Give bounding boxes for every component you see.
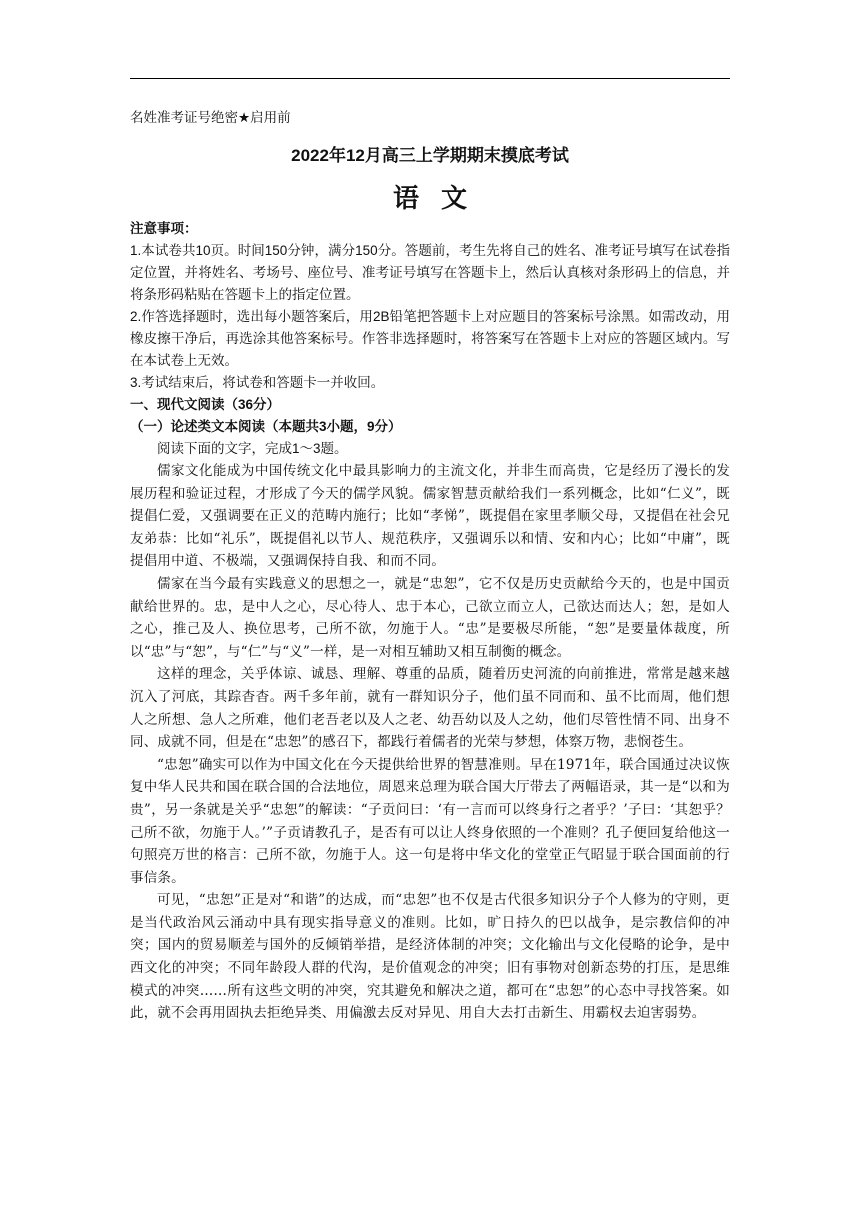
- header-rule: [130, 78, 730, 79]
- exam-body: [130, 218, 730, 1025]
- exam-title: 2022年12月高三上学期期末摸底考试: [291, 146, 569, 165]
- note-item-2: 2.作答选择题时，选出每小题答案后，用2B铅笔把答题卡上对应题目的答案标号涂黑。如需改动，用橡皮擦干净后，再选涂其他答案标号。作答非选择题时，将答案写在答题卡上对应的答题区域内。写在本试卷上无效。: [130, 309, 730, 368]
- passage-paragraph-3: 这样的理念，关乎体谅、诚恳、理解、尊重的品质，随着历史河流的向前推进，常常是越来越沉入了河底，其踪杳杳。两千多年前，就有一群知识分子，他们虽不同而和、虽不比而周，他们想人之所想、急人之所难，他们老吾老以及人之老、幼吾幼以及人之幼，他们尽管性情不同、出身不同、成就不同，但是在“忠恕”的感召下，都践行着儒者的光荣与梦想，体察万物，悲悯苍生。: [130, 666, 730, 751]
- passage-paragraph-2: 儒家在当今最有实践意义的思想之一，就是“忠恕”，它不仅是历史贡献给今天的，也是中国贡献给世界的。忠，是中人之心，尽心待人、忠于本心，己欲立而立人，己欲达而达人；恕，是如人之心，推己及人、换位思考，己所不欲，勿施于人。“忠”是要极尽所能，“恕”是要量体裁度，所以“忠”与“恕”，与“仁”与“义”一样，是一对相互辅助又相互制衡的概念。: [130, 575, 730, 660]
- subject-title: 语文: [392, 184, 489, 214]
- passage-paragraph-4: “忠恕”确实可以作为中国文化在今天提供给世界的智慧准则。早在1971年，联合国通过决议恢复中华人民共和国在联合国的合法地位，周恩来总理为联合国大厅带去了两幅语录，其一是“以和为贵”，另一条就是关乎“忠恕”的解读：“子贡问曰：‘有一言而可以终身行之者乎？’子曰：‘其恕乎？己所不欲，勿施于人。’”子贡请教孔子，是否有可以让人终身依照的一个准则？孔子便回复给他这一句照亮万世的格言：己所不欲，勿施于人。这一句是将中华文化的堂堂正气昭显于联合国面前的行事信条。: [130, 756, 730, 886]
- reading-instruction: 阅读下面的文字，完成1～3题。: [157, 441, 348, 456]
- section-subtitle: （一）论述类文本阅读（本题共3小题，9分）: [130, 419, 402, 434]
- section-title: 一、现代文阅读（36分）: [130, 397, 281, 412]
- notes-heading: 注意事项：: [130, 221, 198, 236]
- passage-paragraph-1: 儒家文化能成为中国传统文化中最具影响力的主流文化，并非生而高贵，它是经历了漫长的发展历程和验证过程，才形成了今天的儒学风貌。儒家智慧贡献给我们一系列概念，比如“仁义”，既提倡仁爱，又强调要在正义的范畴内施行；比如“孝悌”，既提倡在家里孝顺父母，又提倡在社会兄友弟恭：比如“礼乐”，既提倡礼以节人、规范秩序，又强调乐以和情、安和内心；比如“中庸”，既提倡用中道、不极端，又强调保持自我、和而不同。: [130, 463, 730, 570]
- note-item-1: 1.本试卷共10页。时间150分钟，满分150分。答题前，考生先将自己的姓名、准考证号填写在试卷指定位置，并将姓名、考场号、座位号、准考证号填写在答题卡上，然后认真核对条形码上的信息，并将条形码粘贴在答题卡上的指定位置。: [130, 243, 730, 302]
- confidential-line: 名姓准考证号绝密★启用前: [130, 110, 291, 125]
- note-item-3: 3.考试结束后，将试卷和答题卡一并收回。: [130, 375, 385, 390]
- passage-paragraph-5: 可见，“忠恕”正是对“和谐”的达成，而“忠恕”也不仅是古代很多知识分子个人修为的守则，更是当代政治风云涌动中具有现实指导意义的准则。比如，旷日持久的巴以战争，是宗教信仰的冲突；国内的贸易顺差与国外的反倾销举措，是经济体制的冲突；文化输出与文化侵略的论争，是中西文化的冲突；不同年龄段人群的代沟，是价值观念的冲突；旧有事物对创新态势的打压，是思维模式的冲突……所有这些文明的冲突，究其避免和解决之道，都可在“忠恕”的心态中寻找答案。如此，就不会再用固执去拒绝异类、用偏激去反对异见、用自大去打击新生、用霸权去迫害弱势。: [130, 892, 730, 1022]
